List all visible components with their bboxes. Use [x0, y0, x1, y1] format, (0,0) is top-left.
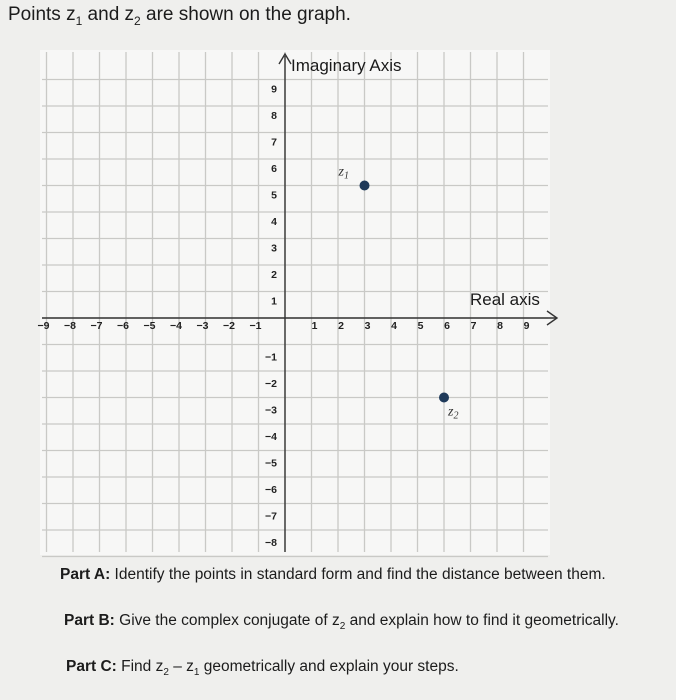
x-tick-label: −8 — [64, 320, 76, 332]
header-suffix: are shown on the graph. — [140, 4, 351, 25]
part-b-text-2: and explain how to find it geometrically. — [345, 612, 619, 629]
point-z1 — [360, 181, 370, 191]
x-tick-label: −9 — [37, 320, 50, 332]
x-tick-label: 5 — [417, 320, 424, 332]
y-tick-label: 6 — [271, 163, 277, 175]
x-axis-title: Real axis — [470, 290, 540, 309]
x-tick-label: 3 — [364, 320, 371, 332]
point-z2 — [439, 393, 449, 403]
x-tick-label: 2 — [338, 320, 344, 332]
x-tick-label: −1 — [249, 320, 262, 332]
x-tick-label: −4 — [170, 320, 182, 332]
part-c-label: Part C: — [66, 658, 117, 675]
y-axis-title: Imaginary Axis — [291, 56, 402, 75]
header-prefix: Points z — [8, 4, 76, 25]
y-tick-label: −6 — [265, 484, 277, 496]
header-middle: and z — [82, 4, 135, 25]
part-b-sub: 2 — [339, 621, 346, 633]
y-tick-label: 9 — [271, 83, 277, 96]
y-tick-label: 1 — [271, 295, 277, 308]
y-tick-label: −7 — [265, 510, 277, 523]
y-tick-label: −4 — [265, 431, 277, 443]
header-sub-2: 2 — [134, 13, 141, 28]
y-tick-label: −5 — [265, 457, 277, 470]
x-tick-label: 8 — [497, 320, 503, 332]
y-tick-label: 4 — [271, 216, 277, 228]
x-tick-label: 1 — [311, 320, 318, 332]
point-label-z1: $z_1$ — [338, 164, 349, 182]
part-c — [66, 658, 459, 679]
part-a — [60, 566, 606, 585]
x-tick-label: −6 — [117, 320, 129, 332]
part-c-text-2: – z — [168, 658, 194, 675]
part-a-text: Identify the points in standard form and find the distance between them. — [110, 566, 606, 583]
x-tick-label: 7 — [470, 320, 477, 332]
y-tick-label: 2 — [271, 269, 277, 281]
x-tick-label: 6 — [444, 320, 450, 332]
part-a-label: Part A: — [60, 566, 111, 583]
part-c-text-3: geometrically and explain your steps. — [199, 658, 459, 675]
y-tick-label: 3 — [271, 242, 277, 255]
part-b — [64, 612, 619, 633]
y-tick-label: −1 — [265, 351, 277, 364]
part-c-sub-1: 2 — [163, 667, 169, 679]
y-tick-label: 5 — [271, 189, 277, 202]
x-tick-label: −5 — [143, 320, 156, 332]
y-tick-label: −2 — [265, 378, 277, 390]
part-b-text-1: Give the complex conjugate of z — [114, 612, 340, 629]
x-tick-label: −7 — [90, 320, 103, 332]
part-c-sub-2: 1 — [193, 667, 200, 679]
y-tick-label: 7 — [271, 136, 277, 149]
x-tick-label: −3 — [196, 320, 209, 332]
y-tick-label: −8 — [265, 537, 277, 549]
y-tick-label: −3 — [265, 404, 277, 417]
y-tick-label: 8 — [271, 110, 277, 122]
x-tick-label: −2 — [223, 320, 235, 332]
part-c-text-1: Find z — [116, 658, 164, 675]
x-tick-label: 4 — [391, 320, 397, 332]
point-label-z2: $z_2$ — [448, 404, 459, 422]
header-sub-1: 1 — [75, 13, 83, 28]
x-tick-label: 9 — [523, 320, 530, 332]
part-b-label: Part B: — [64, 612, 115, 629]
